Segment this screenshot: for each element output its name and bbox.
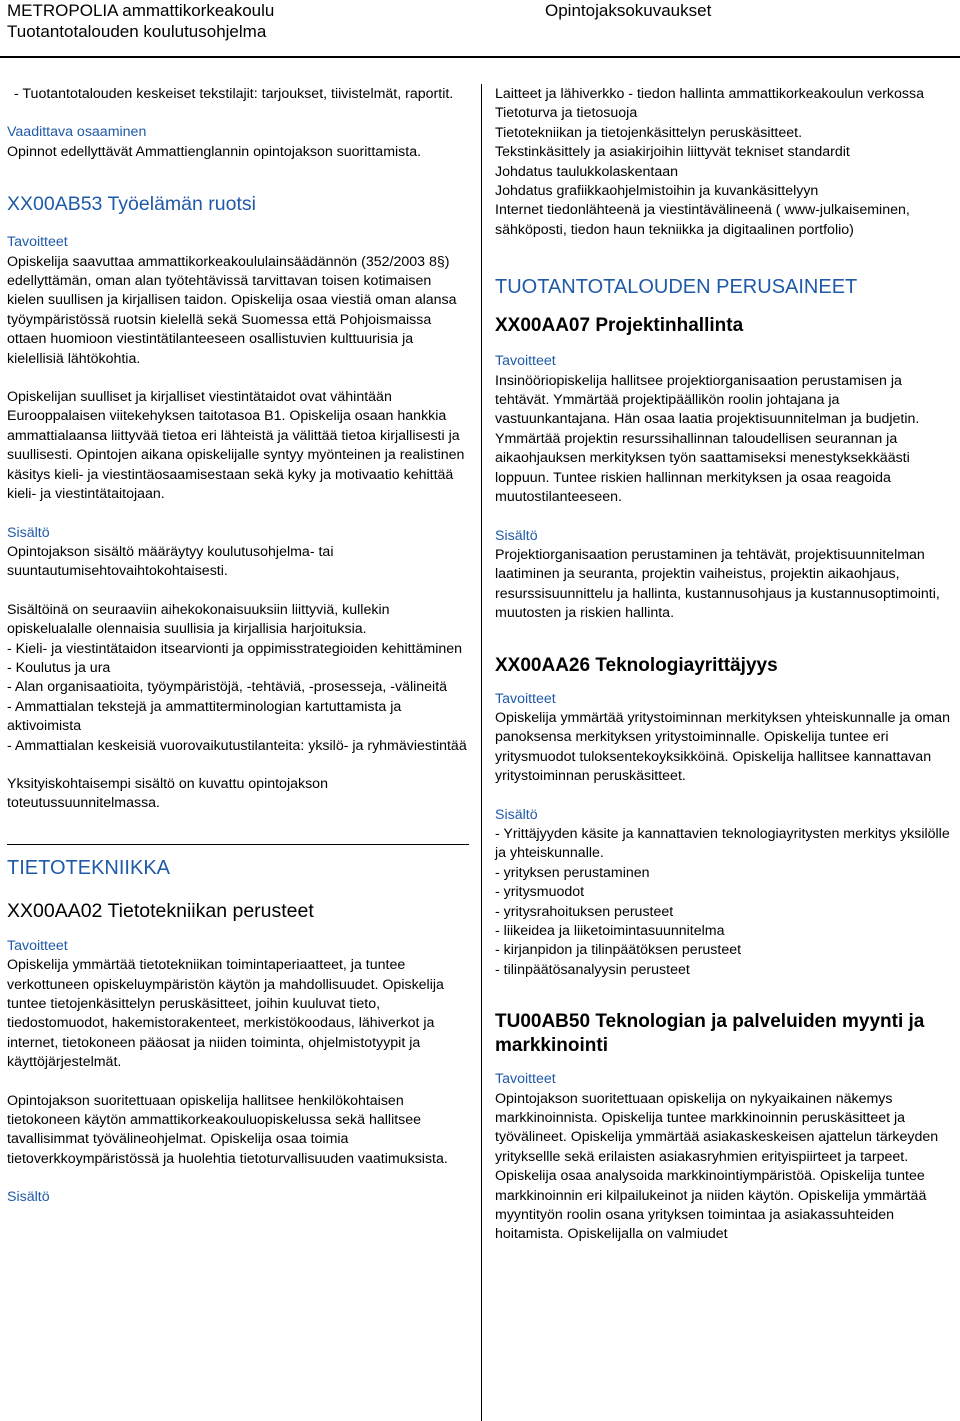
content-text: Opintojakson sisältö määräytyy koulutusohjelma- tai suuntautumisehtovaihtokohtaisesti. — [7, 543, 334, 580]
content-heading: Sisältö — [495, 527, 538, 544]
content-line: Johdatus taulukkolaskentaan — [495, 163, 678, 180]
content-list-item: - Kieli- ja viestintätaidon itsearvionti ja oppimisstrategioiden kehittäminen — [7, 640, 463, 657]
content-line: Johdatus grafiikkaohjelmistoihin ja kuvankäsittelyyn — [495, 183, 819, 200]
content-line: Tekstinkäsittely ja asiakirjoihin liittyvät tekniset standardit — [495, 144, 850, 161]
content-list-item: - tilinpäätösanalyysin perusteet — [495, 961, 690, 978]
content-list-item: - Alan organisaatioita, työympäristöjä, -tehtäviä, -prosesseja, -välineitä — [7, 679, 448, 696]
page-header — [0, 0, 960, 56]
content-list-item: - Koulutus ja ura — [7, 659, 111, 676]
header-left — [7, 0, 274, 42]
right-column — [495, 85, 957, 1245]
left-column — [7, 85, 469, 1208]
content-list-item: - yrityksen perustaminen — [495, 864, 650, 881]
content-list-item: - Yrittäjyyden käsite ja kannattavien teknologiayritysten merkitys yksilölle ja yhteiskunnalle. — [495, 825, 950, 862]
header-doc-title: Opintojaksokuvaukset — [545, 1, 712, 20]
content-list-item: - Ammattialan tekstejä ja ammattiterminologian kartuttamista ja aktivoimista — [7, 698, 402, 735]
content-text: Sisältöinä on seuraaviin aihekokonaisuuksiin liittyviä, kullekin opiskelualalle olennaisia suullisia ja kirjallisia harjoituksia. — [7, 601, 390, 638]
column-divider — [481, 84, 482, 1421]
course-title-teknologiayrittajyys: XX00AA26 Teknologiayrittäjyys — [495, 654, 778, 676]
content-line: Laitteet ja lähiverkko - tiedon hallinta ammattikorkeakoulun verkossa — [495, 86, 924, 102]
header-org: METROPOLIA ammattikorkeakoulu — [7, 1, 275, 20]
goals-heading: Tavoitteet — [495, 690, 556, 707]
goals-text: Opiskelijan suulliset ja kirjalliset viestintätaidot ovat vähintään Eurooppalaisen viitekehyksen taitotasoa B1. Opiskelija osaan hankkia ammattialaansa liittyvää tietoa eri lähteistä ja välittää tietoa kirjallisesti ja suullisesti. Opintojen aikana opiskelijalle syntyy myönteinen ja realistinen käsitys kieli- ja viestintäosaamisestaan sekä kyky ja motivaatio kehittää kieli- ja viestintätaitojaan. — [7, 389, 465, 503]
content-line: Internet tiedonlähteenä ja viestintävälineenä ( www-julkaiseminen, sähköposti, tiedon haun tekniikka ja digitaalinen portfolio) — [495, 202, 910, 238]
content-list-item: - yritysmuodot — [495, 884, 585, 901]
goals-heading: Tavoitteet — [7, 234, 68, 251]
course-title-projektinhallinta: XX00AA07 Projektinhallinta — [495, 315, 744, 337]
req-text: Opinnot edellyttävät Ammattienglannin opintojakson suorittamista. — [7, 143, 422, 160]
content-list-item: - liikeidea ja liiketoimintasuunnitelma — [495, 923, 725, 939]
goals-text: Opiskelija ymmärtää yritystoiminnan merkityksen yhteiskunnalle ja oman panoksensa merkityksen yritystoiminnalle. Opiskelija tuntee eri yritysmuodot tuloksentekoyksikköinä. Opiskelija hallitsee kannattavan yritystoiminnan peruskäsitteet. — [495, 709, 950, 785]
section-title-perusaineet: TUOTANTOTALOUDEN PERUSAINEET — [495, 276, 858, 299]
course-title-tietotekniikka: XX00AA02 Tietotekniikan perusteet — [7, 899, 314, 922]
content-heading: Sisältö — [7, 524, 50, 541]
content-line: Tietotekniikan ja tietojenkäsittelyn peruskäsitteet. — [495, 124, 803, 141]
goals-heading: Tavoitteet — [495, 353, 556, 370]
header-rule — [0, 56, 960, 58]
goals-text: Opiskelija saavuttaa ammattikorkeakoululainsäädännön (352/2003 8§) edellyttämän, oman alan työtehtävissä tarvittavan toisen kotimaisen kielen suullisen ja kirjallisen taidon. Opiskelija osaa viestiä oman alansa työympäristössä ruotsin kielellä sekä Suomessa että Pohjoismaissa ottaen huomioon viestintätilanteeseen osallistuvien kulttuurisia ja kielellisiä lähtökohtia. — [7, 253, 457, 367]
content-text: Projektiorganisaation perustaminen ja tehtävät, projektisuunnitelman laatiminen ja seuranta, projektin vaiheistus, projektin aikaohjaus, resurssisuunnittelu ja hallinta, kustannusohjaus ja kustannusoptimointi, muutosten ja riskien hallinta. — [495, 546, 940, 622]
course-title-ruotsi: XX00AB53 Työelämän ruotsi — [7, 193, 256, 216]
goals-text: Opiskelija ymmärtää tietotekniikan toimintaperiaatteet, ja tuntee verkottuneen opiskeluympäristön käytön ja mahdollisuudet. Opiskelija tuntee tietojenkäsittelyn peruskäsitteet, joihin kuuluvat tieto, tiedostomuodot, hakemistorakenteet, merkistökoodaus, lähiverkot ja internet, tietokoneen pääosat ja niiden toiminta, ohjelmistotyypit ja käyttöjärjestelmät. — [7, 957, 444, 1071]
goals-text: Opintojakson suoritettuaan opiskelija on nykyaikainen näkemys markkinoinnista. Opiskelija tuntee markkinoinnin peruskäsitteet ja työvälineet. Opiskelija ymmärtää asiakaskeskeisen ajattelun tärkeyden yrityksellle sekä erilaisten asiakasryhmien erityispiirteet ja tarpeet. Opiskelija osaa analysoida markkinointiympäristöä. Opiskelija tuntee markkinoinnin eri kilpailukeinot ja niiden käytön. Opiskelija ymmärtää myyntityön roolin osana yrityksen toimintaa ja asiakassuhteiden hoitamista. Opiskelijalla on valmiudet — [495, 1090, 939, 1243]
goals-text: Opintojakson suoritettuaan opiskelija hallitsee henkilökohtaisen tietokoneen käytön ammattikorkeakouluopiskelussa sekä hallitsee tavallisimmat työvälineohjelmat. Opiskelija osaa toimia tietoverkkoympäristössä ja huolehtia tietoturvallisuuden vaatimuksista. — [7, 1092, 448, 1167]
course-title-myynti-markkinointi: TU00AB50 Teknologian ja palveluiden myynti ja markkinointi — [495, 1011, 925, 1057]
content-heading: Sisältö — [495, 806, 538, 823]
content-heading: Sisältö — [7, 1189, 50, 1206]
req-heading: Vaadittava osaaminen — [7, 124, 147, 141]
intro-text: - Tuotantotalouden keskeiset tekstilajit: tarjoukset, tiivistelmät, raportit. — [14, 86, 454, 102]
content-text: Yksityiskohtaisempi sisältö on kuvattu opintojakson toteutussuunnitelmassa. — [7, 775, 328, 812]
header-programme: Tuotantotalouden koulutusohjelma — [7, 22, 267, 41]
goals-heading: Tavoitteet — [7, 937, 68, 954]
content-list-item: - Ammattialan keskeisiä vuorovaikutustilanteita: yksilö- ja ryhmäviestintää — [7, 737, 467, 754]
content-list-item: - kirjanpidon ja tilinpäätöksen perusteet — [495, 942, 742, 959]
goals-heading: Tavoitteet — [495, 1071, 556, 1088]
content-line: Tietoturva ja tietosuoja — [495, 105, 638, 122]
content-list-item: - yritysrahoituksen perusteet — [495, 903, 674, 920]
goals-text: Insinööriopiskelija hallitsee projektiorganisaation perustamisen ja tehtävät. Ymmärtää projektipäällikön roolin johtajana ja vastuunkantajana. Hän osaa laatia projektisuunnitelman ja budjetin. Ymmärtää projektin resurssihallinnan taloudellisen seurannan ja aikaohjauksen merkityksen työn saattamiseksi menestyksekkäästi loppuun. Tuntee riskien hallinnan merkityksen ja osaa reagoida muutostilanteeseen. — [495, 372, 920, 506]
section-title-tietotekniikka: TIETOTEKNIIKKA — [7, 856, 170, 879]
